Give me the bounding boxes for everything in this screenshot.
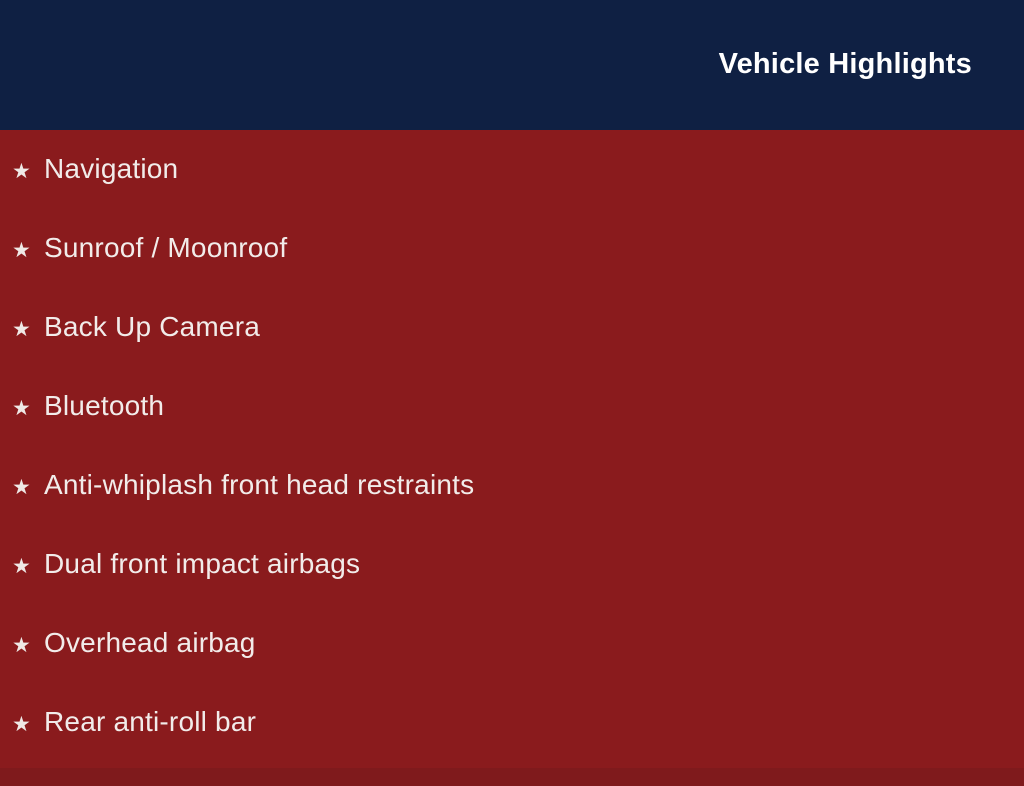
features-section [0, 130, 1024, 768]
list-item [0, 154, 1024, 233]
list-item [0, 470, 1024, 549]
feature-label: Navigation [44, 153, 179, 184]
page-title: Vehicle Highlights [718, 48, 972, 81]
list-item [0, 549, 1024, 628]
list-item [0, 707, 1024, 786]
feature-label: Anti-whiplash front head restraints [44, 469, 475, 500]
star-icon: ★ [12, 634, 31, 657]
feature-label: Overhead airbag [44, 627, 256, 658]
star-icon: ★ [12, 397, 31, 420]
star-icon: ★ [12, 239, 31, 262]
feature-label: Sunroof / Moonroof [44, 232, 288, 263]
star-icon: ★ [12, 713, 31, 736]
list-item [0, 233, 1024, 312]
feature-label: Back Up Camera [44, 311, 260, 342]
list-item [0, 628, 1024, 707]
feature-label: Dual front impact airbags [44, 548, 361, 579]
header-band [0, 0, 1024, 130]
feature-label: Bluetooth [44, 390, 165, 421]
list-item [0, 391, 1024, 470]
star-icon: ★ [12, 160, 31, 183]
list-item [0, 312, 1024, 391]
feature-label: Rear anti-roll bar [44, 706, 257, 737]
star-icon: ★ [12, 318, 31, 341]
star-icon: ★ [12, 476, 31, 499]
feature-list [0, 154, 1024, 786]
star-icon: ★ [12, 555, 31, 578]
